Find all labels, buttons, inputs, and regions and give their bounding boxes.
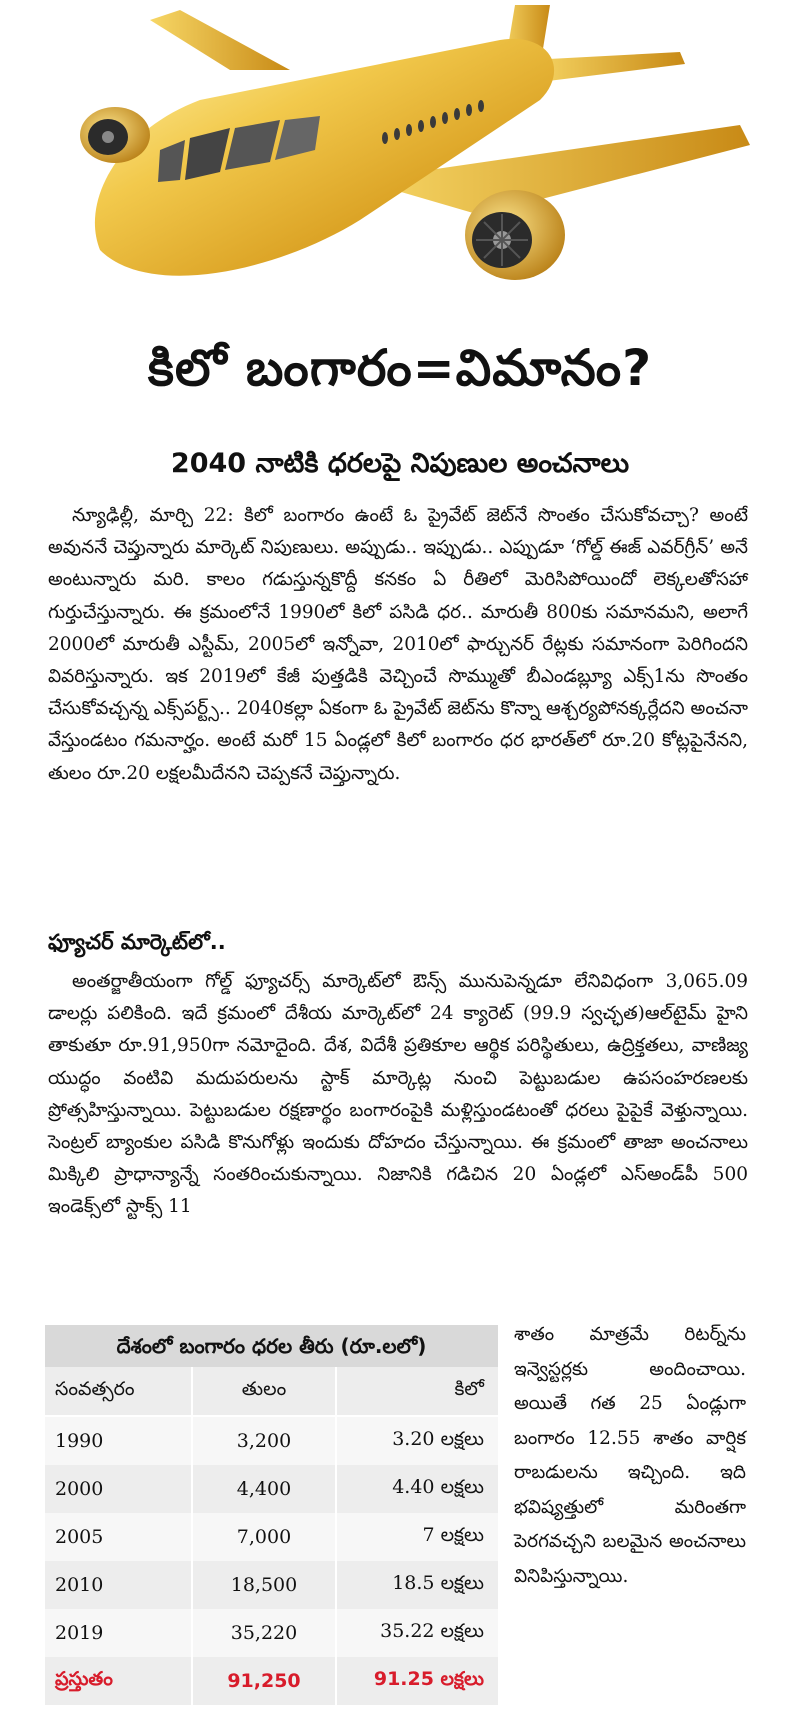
cell-tola: 18,500 <box>192 1561 336 1609</box>
cell-kilo: 18.5 లక్షలు <box>336 1561 498 1609</box>
article-paragraph-1: న్యూఢిల్లీ, మార్చి 22: కిలో బంగారం ఉంటే ఓ ప్రైవేట్ జెట్‌నే సొంతం చేసుకోవచ్చా? అంటే అవుననే చెప్తున్నారు మార్కెట్ నిపుణులు. అప్పుడు.. ఇప్పుడు.. ఎప్పుడూ ‘గోల్డ్ ఈజ్ ఎవర్‌గ్రీన్’ అనే అంటున్నారు మరి. కాలం గడుస్తున్నకొద్దీ కనకం ఏ రీతిలో మెరిసిపోయిందో లెక్కలతోసహా గుర్తుచేస్తున్నారు. ఈ క్రమంలోనే 1990లో కిలో పసిడి ధర.. మారుతీ 800కు సమానమని, అలాగే 2000లో మారుతీ ఎస్టీమ్, 2005లో ఇన్నోవా, 2010లో ఫార్చునర్ రేట్లకు సమానంగా పెరిగిందని వివరిస్తున్నారు. ఇక 2019లో కేజీ పుత్తడికి వెచ్చించే సొమ్ముతో బీఎండబ్ల్యూ ఎక్స్1ను సొంతం చేసుకోవచ్చన్న ఎక్స్‌పర్ట్స్.. 2040కల్లా ఏకంగా ఓ ప్రైవేట్ జెట్‌ను కొన్నా ఆశ్చర్యపోనక్కర్లేదని అంచనా వేస్తుండటం గమనార్హం. అంటే మరో 15 ఏండ్లలో కిలో బంగారం ధర భారత్‌లో రూ.20 కోట్లపైనేనని, తులం రూ.20 లక్షలమీదేనని చెప్పకనే చెప్తున్నారు. <box>48 505 748 784</box>
cell-tola: 4,400 <box>192 1465 336 1513</box>
cell-year: 2010 <box>45 1561 192 1609</box>
headline: కిలో బంగారం=విమానం? <box>147 339 653 397</box>
cell-tola: 3,200 <box>192 1416 336 1465</box>
golden-airplane-illustration <box>60 0 760 330</box>
subheadline: 2040 నాటికి ధరలపై నిపుణుల అంచనాలు <box>170 448 630 479</box>
cell-kilo: 4.40 లక్షలు <box>336 1465 498 1513</box>
cell-year: 1990 <box>45 1416 192 1465</box>
section-heading: ఫ్యూచర్ మార్కెట్‌లో.. <box>48 930 226 954</box>
table-title: దేశంలో బంగారం ధరల తీరు (రూ.లలో) <box>45 1325 498 1367</box>
cell-tola: 35,220 <box>192 1609 336 1657</box>
table-row <box>45 1465 498 1513</box>
col-header-tola: తులం <box>192 1367 336 1416</box>
gold-price-table <box>45 1325 498 1705</box>
article-paragraph-2: అంతర్జాతీయంగా గోల్డ్ ఫ్యూచర్స్ మార్కెట్‌లో ఔన్స్ మునుపెన్నడూ లేనివిధంగా 3,065.09 డాలర్లు పలికింది. ఇదే క్రమంలో దేశీయ మార్కెట్‌లో 24 క్యారెట్ (99.9 స్వచ్ఛత)ఆల్‌టైమ్ హైని తాకుతూ రూ.91,950గా నమోదైంది. దేశ, విదేశీ ప్రతికూల ఆర్థిక పరిస్థితులు, ఉద్రిక్తతలు, వాణిజ్య యుద్ధం వంటివి మదుపరులను స్టాక్ మార్కెట్ల నుంచి పెట్టుబడుల ఉపసంహరణలకు ప్రోత్సహిస్తున్నాయి. పెట్టుబడుల రక్షణార్థం బంగారంపైకి మళ్లిస్తుండటంతో ధరలు పైపైకే వెళ్తున్నాయి. సెంట్రల్ బ్యాంకుల పసిడి కొనుగోళ్లు ఇందుకు దోహదం చేస్తున్నాయి. ఈ క్రమంలో తాజా అంచనాలు మిక్కిలి ప్రాధాన్యాన్నే సంతరించుకున్నాయి. నిజానికి గడిచిన 20 ఏండ్లలో ఎస్‌అండ్‌పీ 500 ఇండెక్స్‌లో స్టాక్స్ 11 <box>48 971 748 1218</box>
table-row <box>45 1513 498 1561</box>
price-table-grid <box>45 1367 498 1705</box>
table-row <box>45 1609 498 1657</box>
cell-kilo: 91.25 లక్షలు <box>336 1657 498 1705</box>
cell-tola: 91,250 <box>192 1657 336 1705</box>
cell-kilo: 3.20 లక్షలు <box>336 1416 498 1465</box>
col-header-kilo: కిలో <box>336 1367 498 1416</box>
cell-year: 2019 <box>45 1609 192 1657</box>
cell-year: ప్రస్తుతం <box>45 1657 192 1705</box>
table-row-current <box>45 1657 498 1705</box>
cell-year: 2005 <box>45 1513 192 1561</box>
cell-tola: 7,000 <box>192 1513 336 1561</box>
cell-year: 2000 <box>45 1465 192 1513</box>
cell-kilo: 35.22 లక్షలు <box>336 1609 498 1657</box>
cell-kilo: 7 లక్షలు <box>336 1513 498 1561</box>
table-row <box>45 1416 498 1465</box>
col-header-year: సంవత్సరం <box>45 1367 192 1416</box>
table-row <box>45 1561 498 1609</box>
article-side-column: శాతం మాత్రమే రిటర్న్‌ను ఇన్వెస్టర్లకు అందించాయి. అయితే గత 25 ఏండ్లుగా బంగారం 12.55 శాతం వార్షిక రాబడులను ఇచ్చింది. ఇది భవిష్యత్తులో మరింతగా పెరగవచ్చని బలమైన అంచనాలు వినిపిస్తున్నాయి. <box>514 1324 746 1587</box>
